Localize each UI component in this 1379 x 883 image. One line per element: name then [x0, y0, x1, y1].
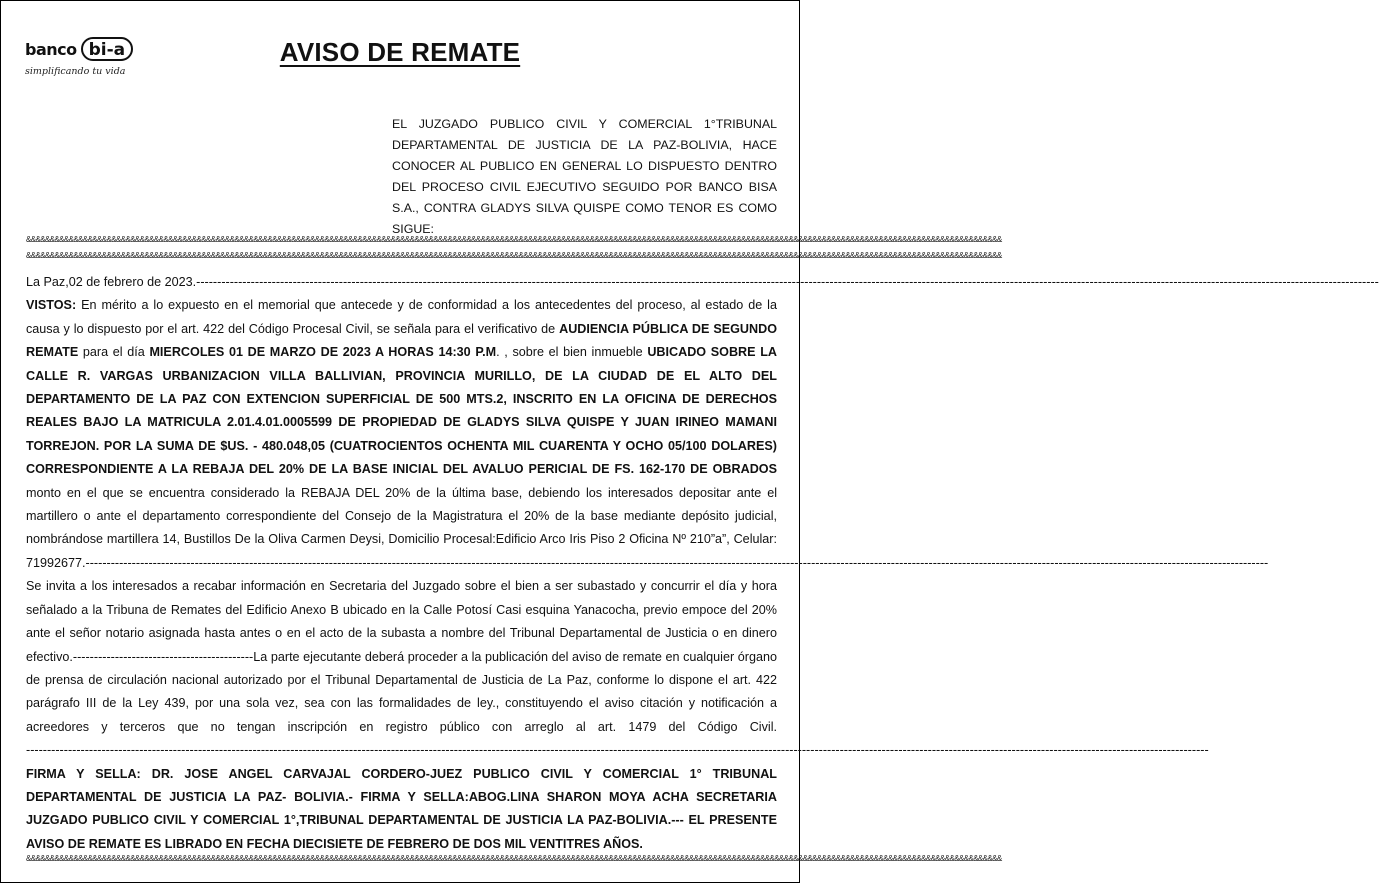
page-title-wrap: [1, 37, 799, 68]
vistos-paragraph: [26, 294, 1269, 575]
notice-body: [26, 271, 1379, 856]
intro-paragraph: EL JUZGADO PUBLICO CIVIL Y COMERCIAL 1°TRIBUNAL DEPARTAMENTAL DE JUSTICIA DE LA PAZ-BOLIVIA, HACE CONOCER AL PUBLICO EN GENERAL LO DISPUESTO DENTRO DEL PROCESO CIVIL EJECUTIVO SEGUIDO POR BANCO BISA S.A., CONTRA GLADYS SILVA QUISPE COMO TENOR ES COMO SIGUE:: [392, 117, 777, 236]
invitation-paragraph: [26, 575, 1209, 762]
vistos-label: VISTOS:: [26, 298, 77, 313]
logo-bisa-text: bi-a: [81, 37, 134, 61]
vistos-dashes: ------------------------------------------------------------------------------------------------------------------------------------------------------------------------------------------------------------------------------------------------------------------------------------------: [85, 555, 1269, 570]
vistos-inmueble: UBICADO SOBRE LA CALLE R. VARGAS URBANIZACION VILLA BALLIVIAN, PROVINCIA MURILLO, DE LA CIUDAD DE EL ALTO DEL DEPARTAMENTO DE LA PAZ CON EXTENCION SUPERFICIAL DE 500 MTS.2, INSCRITO EN LA OFICINA DE DERECHOS REALES BAJO LA MATRICULA 2.01.4.01.0005599 DE PROPIEDAD DE GLADYS SILVA QUISPE Y JUAN IRINEO MAMANI TORREJON. POR LA SUMA DE $US. - 480.048,05 (CUATROCIENTOS OCHENTA MIL CUARENTA Y OCHO 05/100 DOLARES) CORRESPONDIENTE A LA REBAJA DEL 20% DE LA BASE INICIAL DEL AVALUO PERICIAL DE FS. 162-170 DE OBRADOS: [26, 345, 778, 477]
vistos-audiencia: AUDIENCIA PÚBLICA DE SEGUNDO REMATE: [26, 321, 777, 360]
date-line: La Paz,02 de febrero de 2023.: [26, 275, 197, 289]
invitation-end-dashes: ------------------------------------------------------------------------------------------------------------------------------------------------------------------------------------------------------------------------------------------------------------------------------------------: [26, 743, 1209, 758]
invitation-dashes: -------------------------------------------: [72, 649, 254, 664]
invitation-text-a: Se invita a los interesados a recabar información en Secretaria del Juzgado sobre el bien a ser subastado y concurrir el día y hora señalado a la Tribuna de Remates del Edificio Anexo B ubicado en la Calle Potosí Casi esquina Yanacocha, previo empoce del 20% ante el señor notario asignada hasta antes o en el acto de la subasta a nombre del Tribunal Departamental de Justicia o en dinero efectivo.: [26, 579, 777, 664]
logo-tagline: simplificando tu vida: [25, 66, 126, 77]
date-dashes: ------------------------------------------------------------------------------------------------------------------------------------------------------------------------------------------------------------------------------------------------------------------------------------------: [196, 275, 1379, 289]
date-paragraph: [26, 271, 1379, 294]
invitation-text-b: La parte ejecutante deberá proceder a la publicación del aviso de remate en cualquier órgano de prensa de circulación nacional autorizado por el Tribunal Departamental de Justicia de La Paz, conforme lo dispone el art. 422 parágrafo III de la Ley 439, por una sola vez, sea con las formalidades de ley., constituyendo el aviso citación y notificación a acreedores y terceros que no tengan inscripción en registro público con arreglo al art. 1479 del Código Civil.: [26, 649, 777, 734]
separator-top-1: &&&&&&&&&&&&&&&&&&&&&&&&&&&&&&&&&&&&&&&&&&&&&&&&&&&&&&&&&&&&&&&&&&&&&&&&&&&&&&&&&&&&&&&&&&&&&&&&&&&&&&&&&&&&&&&&&&&&&&&&&&&&&&&&&&&&&&&&&&&&&&&&&&&&&&&&&&&&&&&&&&&&&&&&&&&&&&&&&&&&&&&&&&&&&&&&&&&&&&&&&&&&&&: [26, 235, 1002, 244]
signature-text: FIRMA Y SELLA: DR. JOSE ANGEL CARVAJAL CORDERO-JUEZ PUBLICO CIVIL Y COMERCIAL 1° TRIBUNAL DEPARTAMENTAL DE JUSTICIA LA PAZ- BOLIVIA.- FIRMA Y SELLA:ABOG.LINA SHARON MOYA ACHA SECRETARIA JUZGADO PUBLICO CIVIL Y COMERCIAL 1°,TRIBUNAL DEPARTAMENTAL DE JUSTICIA LA PAZ-BOLIVIA.--- EL PRESENTE AVISO DE REMATE ES LIBRADO EN FECHA DIECISIETE DE FEBRERO DE DOS MIL VENTITRES AÑOS.: [26, 766, 777, 851]
vistos-text-c: para el día: [78, 345, 150, 360]
vistos-text-e: . , sobre el bien inmueble: [496, 345, 648, 360]
page-title: AVISO DE REMATE: [279, 37, 521, 67]
vistos-text-a: En mérito a lo expuesto en el memorial que antecede y de conformidad a los antecedentes del proceso, al estado de la causa y lo dispuesto por el art. 422 del Código Procesal Civil, se señala para el verificativo de: [26, 298, 777, 336]
vistos-text-g: monto en el que se encuentra considerado la REBAJA DEL 20% de la última base, debiendo los interesados depositar ante el martillero o ante el departamento correspondiente del Consejo de la Magistratura el 20% de la base mediante depósito judicial, nombrándose martillera 14, Bustillos De la Oliva Carmen Deysi, Domicilio Procesal:Edificio Arco Iris Piso 2 Oficina Nº 210”a”, Celular: 71992677.: [26, 485, 777, 570]
separator-top-2: &&&&&&&&&&&&&&&&&&&&&&&&&&&&&&&&&&&&&&&&&&&&&&&&&&&&&&&&&&&&&&&&&&&&&&&&&&&&&&&&&&&&&&&&&&&&&&&&&&&&&&&&&&&&&&&&&&&&&&&&&&&&&&&&&&&&&&&&&&&&&&&&&&&&&&&&&&&&&&&&&&&&&&&&&&&&&&&&&&&&&&&&&&&&&&&&&&&&&&&&&&&&&&: [26, 251, 1002, 260]
separator-bottom: &&&&&&&&&&&&&&&&&&&&&&&&&&&&&&&&&&&&&&&&&&&&&&&&&&&&&&&&&&&&&&&&&&&&&&&&&&&&&&&&&&&&&&&&&&&&&&&&&&&&&&&&&&&&&&&&&&&&&&&&&&&&&&&&&&&&&&&&&&&&&&&&&&&&&&&&&&&&&&&&&&&&&&&&&&&&&&&&&&&&&&&&&&&&&&&&&&&&&&&&&&&&&&: [26, 854, 1002, 863]
signature-paragraph: [26, 763, 777, 857]
vistos-fecha: MIERCOLES 01 DE MARZO DE 2023 A HORAS 14:30 P.M: [149, 345, 497, 360]
logo-banco-text: banco: [25, 39, 77, 59]
